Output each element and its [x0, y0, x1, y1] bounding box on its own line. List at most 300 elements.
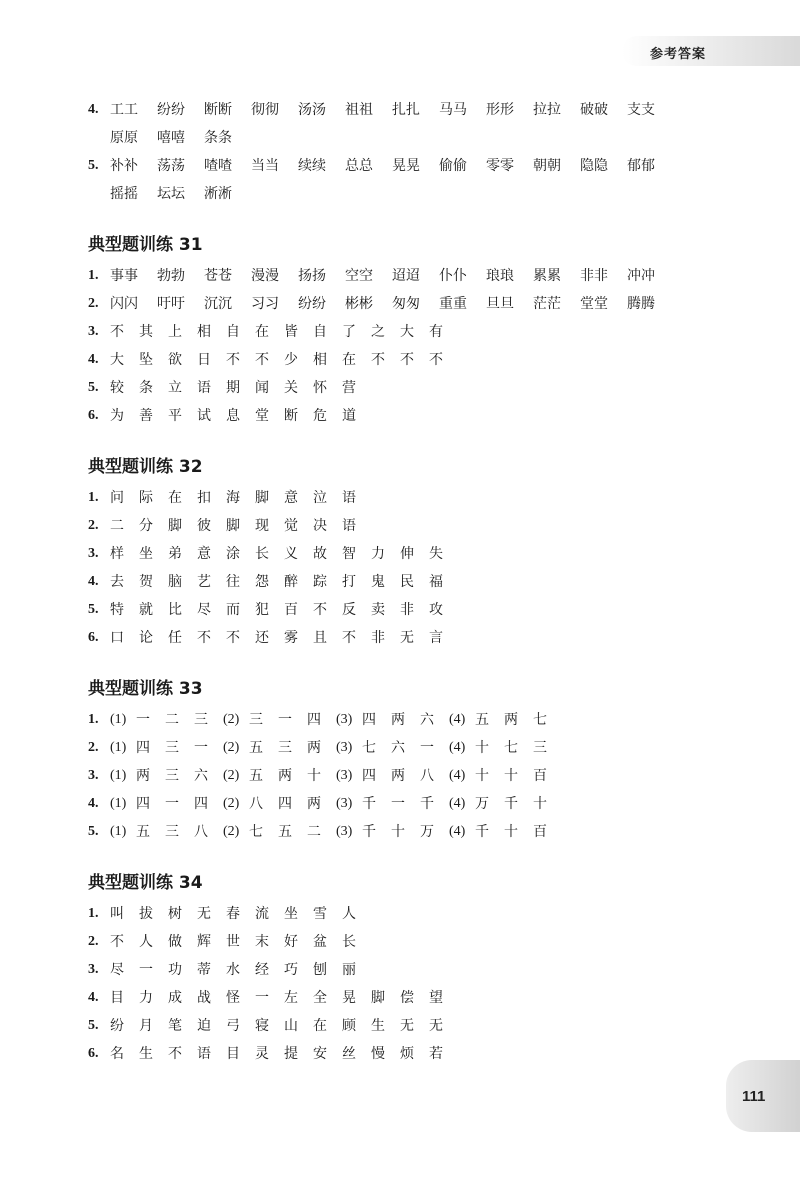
item-answers: [110, 1040, 688, 1068]
sub-question-label: (1): [110, 712, 127, 727]
answer-token: 三: [278, 740, 292, 756]
answer-token: 晃晃: [392, 158, 420, 174]
item-answers: [110, 374, 688, 402]
answer-token: 烦: [400, 1046, 414, 1062]
sub-question-label: (3): [336, 796, 353, 811]
item-answers: [110, 318, 688, 346]
exercise-section: [88, 430, 688, 652]
answer-token: 一: [278, 712, 292, 728]
answer-token: 迢迢: [392, 268, 420, 284]
item-answers: [110, 706, 688, 734]
item-number: 1.: [88, 712, 99, 727]
answer-token: 四: [194, 796, 208, 812]
item-number: 3.: [88, 768, 99, 783]
item-number: 3.: [88, 962, 99, 977]
answer-token: 意: [284, 490, 298, 506]
answer-token: 决: [313, 518, 327, 534]
answer-token: 觉: [284, 518, 298, 534]
sub-question-label: (4): [449, 796, 466, 811]
answer-token: 还: [255, 630, 269, 646]
answer-token: 迫: [197, 1018, 211, 1034]
answer-token: 尽: [110, 962, 124, 978]
answer-token: 际: [139, 490, 153, 506]
answer-token: 两: [278, 768, 292, 784]
answer-item: [88, 818, 688, 846]
answer-token: 冲冲: [627, 268, 655, 284]
sub-question-label: (2): [223, 712, 240, 727]
answer-token: 四: [136, 740, 150, 756]
answer-token: 三: [249, 712, 263, 728]
answer-token: 三: [533, 740, 547, 756]
item-answers: [110, 262, 688, 290]
answer-item: [88, 290, 688, 318]
answer-token: 相: [197, 324, 211, 340]
item-number: 2.: [88, 934, 99, 949]
answer-token: 苍苍: [204, 268, 232, 284]
answer-token: 成: [168, 990, 182, 1006]
answer-token: 皆: [284, 324, 298, 340]
answer-item: [88, 596, 688, 624]
answer-token: 一: [420, 740, 434, 756]
answer-token: 巧: [284, 962, 298, 978]
section-title: 典型题训练 33: [88, 679, 203, 699]
answer-token: 二: [165, 712, 179, 728]
answer-token: 问: [110, 490, 124, 506]
answer-token: 少: [284, 352, 298, 368]
section-title: 典型题训练 34: [88, 873, 203, 893]
answer-token: 且: [313, 630, 327, 646]
answer-item: [88, 790, 688, 818]
answer-token: 隐隐: [580, 158, 608, 174]
item-number: 5.: [88, 602, 99, 617]
answer-token: 怀: [313, 380, 327, 396]
answer-token: 两: [391, 768, 405, 784]
answer-token: 四: [362, 712, 376, 728]
answer-token: 山: [284, 1018, 298, 1034]
item-answers: [110, 402, 688, 430]
answer-token: 仆仆: [439, 268, 467, 284]
answer-token: 不: [342, 630, 356, 646]
answer-item: [88, 624, 688, 652]
answer-token: 晃: [342, 990, 356, 1006]
answer-token: 在: [255, 324, 269, 340]
answer-token: 脑: [168, 574, 182, 590]
answer-token: 汤汤: [298, 102, 326, 118]
answer-token: 比: [168, 602, 182, 618]
answer-token: 坛坛: [157, 186, 185, 202]
answer-token: 无: [429, 1018, 443, 1034]
answer-token: 摇摇: [110, 186, 138, 202]
exercise-section: [88, 208, 688, 430]
answer-token: 尽: [197, 602, 211, 618]
answer-token: 自: [313, 324, 327, 340]
answer-token: 踪: [313, 574, 327, 590]
item-answers: [110, 346, 688, 374]
answer-token: 坐: [139, 546, 153, 562]
answer-token: 祖祖: [345, 102, 373, 118]
answer-token: 水: [226, 962, 240, 978]
item-number: 2.: [88, 296, 99, 311]
answer-token: 一: [136, 712, 150, 728]
answer-token: 目: [110, 990, 124, 1006]
sub-question-label: (2): [223, 824, 240, 839]
answer-token: 四: [362, 768, 376, 784]
item-answers: [110, 956, 688, 984]
answer-token: 支支: [627, 102, 655, 118]
answer-token: 三: [165, 740, 179, 756]
answer-token: 末: [255, 934, 269, 950]
answer-token: 树: [168, 906, 182, 922]
answer-token: 在: [168, 490, 182, 506]
answer-token: 日: [197, 352, 211, 368]
answer-token: 其: [139, 324, 153, 340]
answer-item: [88, 956, 688, 984]
answer-token: 淅淅: [204, 186, 232, 202]
answer-token: 了: [342, 324, 356, 340]
answer-token: 立: [168, 380, 182, 396]
answer-token: 道: [342, 408, 356, 424]
answer-token: 人: [139, 934, 153, 950]
answer-item: [88, 1012, 688, 1040]
section-title: 典型题训练 31: [88, 235, 203, 255]
answer-token: 总总: [345, 158, 373, 174]
answer-token: 期: [226, 380, 240, 396]
item-number: 2.: [88, 740, 99, 755]
answer-token: 而: [226, 602, 240, 618]
answer-token: 一: [139, 962, 153, 978]
answer-token: 相: [313, 352, 327, 368]
answer-token: 之: [371, 324, 385, 340]
answer-token: 破破: [580, 102, 608, 118]
answer-token: 十: [475, 740, 489, 756]
answer-token: 智: [342, 546, 356, 562]
answer-token: 丽: [342, 962, 356, 978]
answer-token: 形形: [486, 102, 514, 118]
answer-token: 望: [429, 990, 443, 1006]
answer-token: 若: [429, 1046, 443, 1062]
answer-token: 拔: [139, 906, 153, 922]
answer-token: 十: [391, 824, 405, 840]
answer-token: 无: [400, 1018, 414, 1034]
answer-token: 二: [110, 518, 124, 534]
answer-item: [88, 540, 688, 568]
answer-token: 坐: [284, 906, 298, 922]
answer-token: 五: [475, 712, 489, 728]
answer-token: 不: [226, 352, 240, 368]
answer-token: 累累: [533, 268, 561, 284]
answer-token: 万: [420, 824, 434, 840]
answer-token: 坠: [139, 352, 153, 368]
answer-token: 全: [313, 990, 327, 1006]
answer-item: [88, 512, 688, 540]
answer-item: [88, 318, 688, 346]
answer-token: 习习: [251, 296, 279, 312]
answer-token: 丝: [342, 1046, 356, 1062]
sub-question-label: (3): [336, 824, 353, 839]
answer-token: 重重: [439, 296, 467, 312]
item-number: 4.: [88, 102, 99, 117]
answer-token: 叫: [110, 906, 124, 922]
sub-question-label: (3): [336, 768, 353, 783]
sub-question-label: (3): [336, 740, 353, 755]
item-answers: [110, 900, 688, 928]
answer-token: 三: [165, 824, 179, 840]
answer-token: 彼: [197, 518, 211, 534]
answer-token: 四: [278, 796, 292, 812]
answer-token: 两: [136, 768, 150, 784]
answer-token: 意: [197, 546, 211, 562]
answer-token: 偷偷: [439, 158, 467, 174]
answer-token: 纷: [110, 1018, 124, 1034]
sub-question-label: (2): [223, 796, 240, 811]
answer-token: 两: [504, 712, 518, 728]
item-answers: [110, 596, 688, 624]
answer-token: 四: [136, 796, 150, 812]
answer-token: 好: [284, 934, 298, 950]
answer-item: [88, 262, 688, 290]
exercise-section: [88, 652, 688, 846]
answer-token: 原原: [110, 130, 138, 146]
answer-token: 六: [194, 768, 208, 784]
item-number: 5.: [88, 158, 99, 173]
answer-token: 人: [342, 906, 356, 922]
answer-item: [88, 984, 688, 1012]
item-answers: [110, 484, 688, 512]
answer-token: 当当: [251, 158, 279, 174]
answer-token: 百: [284, 602, 298, 618]
answer-token: 五: [249, 768, 263, 784]
answer-token: 弓: [226, 1018, 240, 1034]
answer-token: 八: [420, 768, 434, 784]
item-answers: [110, 762, 688, 790]
answer-token: 十: [307, 768, 321, 784]
answer-item: [88, 734, 688, 762]
sub-question-label: (1): [110, 796, 127, 811]
answer-token: 语: [197, 380, 211, 396]
answer-item: [88, 900, 688, 928]
item-answers: [110, 818, 688, 846]
answer-token: 琅琅: [486, 268, 514, 284]
answer-token: 善: [139, 408, 153, 424]
answer-token: 试: [197, 408, 211, 424]
answer-token: 贺: [139, 574, 153, 590]
answer-token: 世: [226, 934, 240, 950]
answer-token: 千: [475, 824, 489, 840]
answer-token: 福: [429, 574, 443, 590]
answer-token: 营: [342, 380, 356, 396]
answer-token: 醉: [284, 574, 298, 590]
item-answers: [110, 96, 688, 152]
header-tab: [622, 36, 800, 66]
answer-token: 彻彻: [251, 102, 279, 118]
answer-token: 三: [194, 712, 208, 728]
answer-token: 流: [255, 906, 269, 922]
item-number: 3.: [88, 546, 99, 561]
answer-token: 工工: [110, 102, 138, 118]
answer-token: 闻: [255, 380, 269, 396]
page-number: 111: [742, 1088, 766, 1105]
item-answers: [110, 568, 688, 596]
answer-token: 艺: [197, 574, 211, 590]
answer-token: 不: [197, 630, 211, 646]
answer-token: 荡荡: [157, 158, 185, 174]
answer-token: 左: [284, 990, 298, 1006]
answer-token: 堂: [255, 408, 269, 424]
answer-token: 三: [165, 768, 179, 784]
answer-token: 无: [197, 906, 211, 922]
item-answers: [110, 790, 688, 818]
answer-token: 怪: [226, 990, 240, 1006]
answer-token: 六: [420, 712, 434, 728]
answer-token: 五: [278, 824, 292, 840]
answer-token: 月: [139, 1018, 153, 1034]
answer-token: 五: [136, 824, 150, 840]
answer-token: 犯: [255, 602, 269, 618]
answer-token: 万: [475, 796, 489, 812]
answer-token: 长: [342, 934, 356, 950]
item-number: 6.: [88, 408, 99, 423]
item-answers: [110, 512, 688, 540]
answer-token: 不: [110, 324, 124, 340]
answer-token: 纷纷: [157, 102, 185, 118]
sub-question-label: (1): [110, 824, 127, 839]
answer-token: 战: [197, 990, 211, 1006]
item-number: 2.: [88, 518, 99, 533]
answer-token: 分: [139, 518, 153, 534]
answer-token: 十: [475, 768, 489, 784]
item-number: 1.: [88, 906, 99, 921]
answer-token: 脚: [255, 490, 269, 506]
answer-token: 不: [168, 1046, 182, 1062]
answer-token: 关: [284, 380, 298, 396]
answer-token: 朝朝: [533, 158, 561, 174]
answer-token: 非: [400, 602, 414, 618]
answer-token: 做: [168, 934, 182, 950]
answer-token: 长: [255, 546, 269, 562]
answer-token: 语: [197, 1046, 211, 1062]
answer-token: 涂: [226, 546, 240, 562]
item-number: 4.: [88, 990, 99, 1005]
answer-token: 脚: [226, 518, 240, 534]
answer-token: 腾腾: [627, 296, 655, 312]
answer-content: [88, 96, 688, 1068]
answer-token: 脚: [168, 518, 182, 534]
answer-token: 弟: [168, 546, 182, 562]
sub-question-label: (4): [449, 824, 466, 839]
answer-token: 堂堂: [580, 296, 608, 312]
item-number: 1.: [88, 268, 99, 283]
answer-token: 为: [110, 408, 124, 424]
item-answers: [110, 734, 688, 762]
item-answers: [110, 540, 688, 568]
answer-item: [88, 762, 688, 790]
answer-token: 现: [255, 518, 269, 534]
answer-token: 怨: [255, 574, 269, 590]
answer-token: 一: [255, 990, 269, 1006]
answer-token: 彬彬: [345, 296, 373, 312]
answer-token: 功: [168, 962, 182, 978]
item-answers: [110, 290, 688, 318]
answer-token: 扣: [197, 490, 211, 506]
item-number: 1.: [88, 490, 99, 505]
answer-token: 吁吁: [157, 296, 185, 312]
item-answers: [110, 928, 688, 956]
answer-token: 息: [226, 408, 240, 424]
answer-token: 千: [362, 824, 376, 840]
answer-token: 在: [313, 1018, 327, 1034]
answer-token: 扎扎: [392, 102, 420, 118]
answer-token: 鬼: [371, 574, 385, 590]
answer-token: 语: [342, 518, 356, 534]
answer-token: 勃勃: [157, 268, 185, 284]
item-number: 4.: [88, 352, 99, 367]
answer-token: 力: [371, 546, 385, 562]
answer-token: 往: [226, 574, 240, 590]
answer-token: 经: [255, 962, 269, 978]
answer-token: 民: [400, 574, 414, 590]
answer-token: 七: [362, 740, 376, 756]
sub-question-label: (1): [110, 768, 127, 783]
answer-token: 笔: [168, 1018, 182, 1034]
answer-token: 二: [307, 824, 321, 840]
answer-item: [88, 706, 688, 734]
answer-item: [88, 928, 688, 956]
answer-token: 卖: [371, 602, 385, 618]
answer-token: 拉拉: [533, 102, 561, 118]
sub-question-label: (1): [110, 740, 127, 755]
answer-token: 两: [391, 712, 405, 728]
answer-token: 脚: [371, 990, 385, 1006]
answer-token: 不: [226, 630, 240, 646]
answer-token: 口: [110, 630, 124, 646]
answer-token: 语: [342, 490, 356, 506]
answer-token: 续续: [298, 158, 326, 174]
answer-token: 漫漫: [251, 268, 279, 284]
sub-question-label: (2): [223, 768, 240, 783]
item-number: 5.: [88, 380, 99, 395]
answer-token: 欲: [168, 352, 182, 368]
answer-token: 目: [226, 1046, 240, 1062]
answer-token: 十: [504, 768, 518, 784]
item-number: 5.: [88, 1018, 99, 1033]
item-answers: [110, 984, 688, 1012]
answer-token: 盆: [313, 934, 327, 950]
answer-token: 故: [313, 546, 327, 562]
answer-token: 攻: [429, 602, 443, 618]
answer-token: 不: [255, 352, 269, 368]
answer-token: 七: [533, 712, 547, 728]
answer-token: 百: [533, 824, 547, 840]
answer-token: 就: [139, 602, 153, 618]
answer-item: [88, 1040, 688, 1068]
answer-token: 旦旦: [486, 296, 514, 312]
answer-token: 较: [110, 380, 124, 396]
exercise-section: [88, 846, 688, 1068]
answer-token: 扬扬: [298, 268, 326, 284]
answer-token: 危: [313, 408, 327, 424]
sub-question-label: (4): [449, 740, 466, 755]
answer-token: 八: [249, 796, 263, 812]
answer-token: 千: [420, 796, 434, 812]
answer-token: 断断: [204, 102, 232, 118]
answer-token: 打: [342, 574, 356, 590]
answer-token: 非: [371, 630, 385, 646]
answer-token: 千: [504, 796, 518, 812]
answer-token: 喳喳: [204, 158, 232, 174]
answer-token: 非非: [580, 268, 608, 284]
answer-token: 义: [284, 546, 298, 562]
item-number: 4.: [88, 796, 99, 811]
